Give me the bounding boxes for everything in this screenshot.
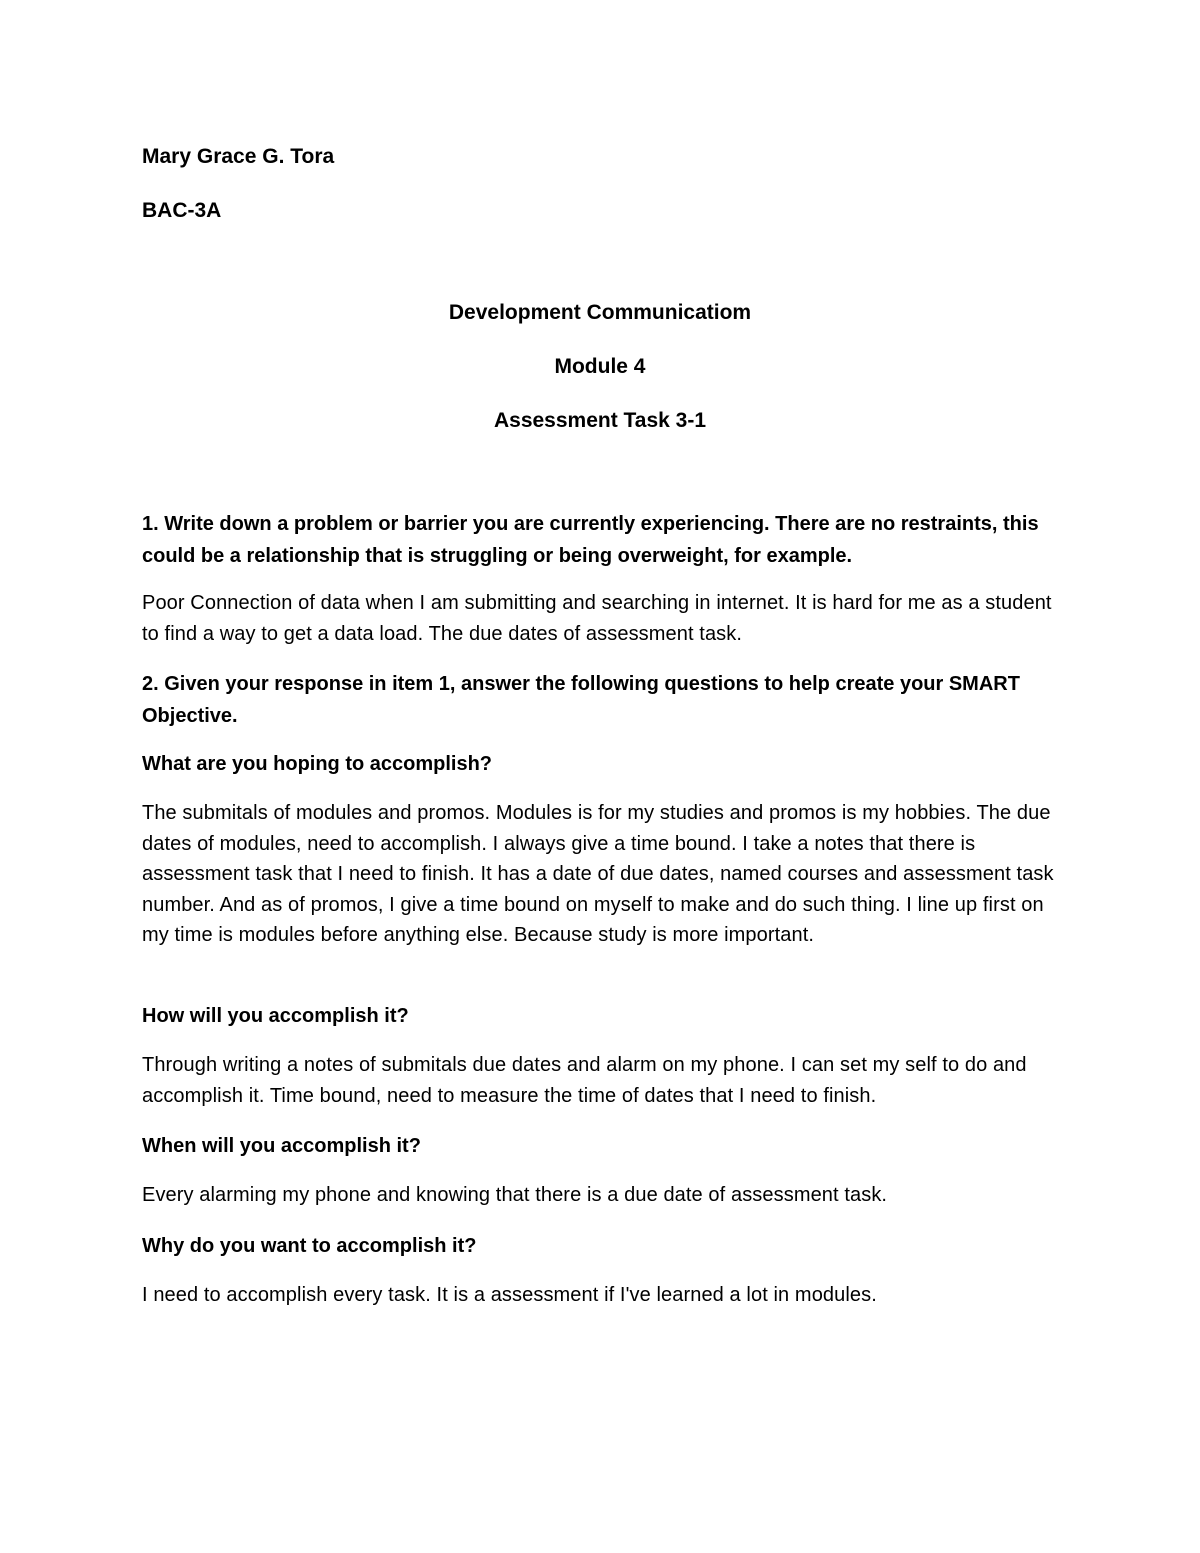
subquestion-why: Why do you want to accomplish it? (142, 1235, 477, 1257)
subquestion-when: When will you accomplish it? (142, 1135, 421, 1157)
answer-why: I need to accomplish every task. It is a assessment if I've learned a lot in modules. (142, 1284, 877, 1306)
student-name: Mary Grace G. Tora (142, 145, 335, 168)
answer-accomplish: The submitals of modules and promos. Modules is for my studies and promos is my hobbies. The due dates of modules, need to accomplish. I always give a time bound. I take a notes that there is assessment task that I need to finish. It has a date of due dates, named courses and assessment task number. And as of promos, I give a time bound on myself to make and do such thing. I line up first on my time is modules before anything else. Because study is more important. (142, 802, 1054, 947)
subquestion-how: How will you accomplish it? (142, 1005, 409, 1027)
question-1: 1. Write down a problem or barrier you are currently experiencing. There are no restraints, this could be a relationship that is struggling or being overweight, for example. (142, 513, 1039, 567)
answer-when: Every alarming my phone and knowing that there is a due date of assessment task. (142, 1184, 888, 1206)
module-title: Module 4 (554, 355, 646, 378)
answer-1: Poor Connection of data when I am submitting and searching in internet. It is hard for me as a student to find a way to get a data load. The due dates of assessment task. (142, 592, 1052, 645)
course-title: Development Communicatiom (448, 301, 752, 324)
task-title: Assessment Task 3-1 (493, 409, 707, 432)
subquestion-accomplish: What are you hoping to accomplish? (142, 753, 493, 775)
student-section: BAC-3A (142, 199, 222, 222)
answer-how: Through writing a notes of submitals due dates and alarm on my phone. I can set my self to do and accomplish it. Time bound, need to measure the time of dates that I need to finish. (142, 1054, 1027, 1107)
question-2: 2. Given your response in item 1, answer the following questions to help create your SMART Objective. (142, 673, 1020, 727)
